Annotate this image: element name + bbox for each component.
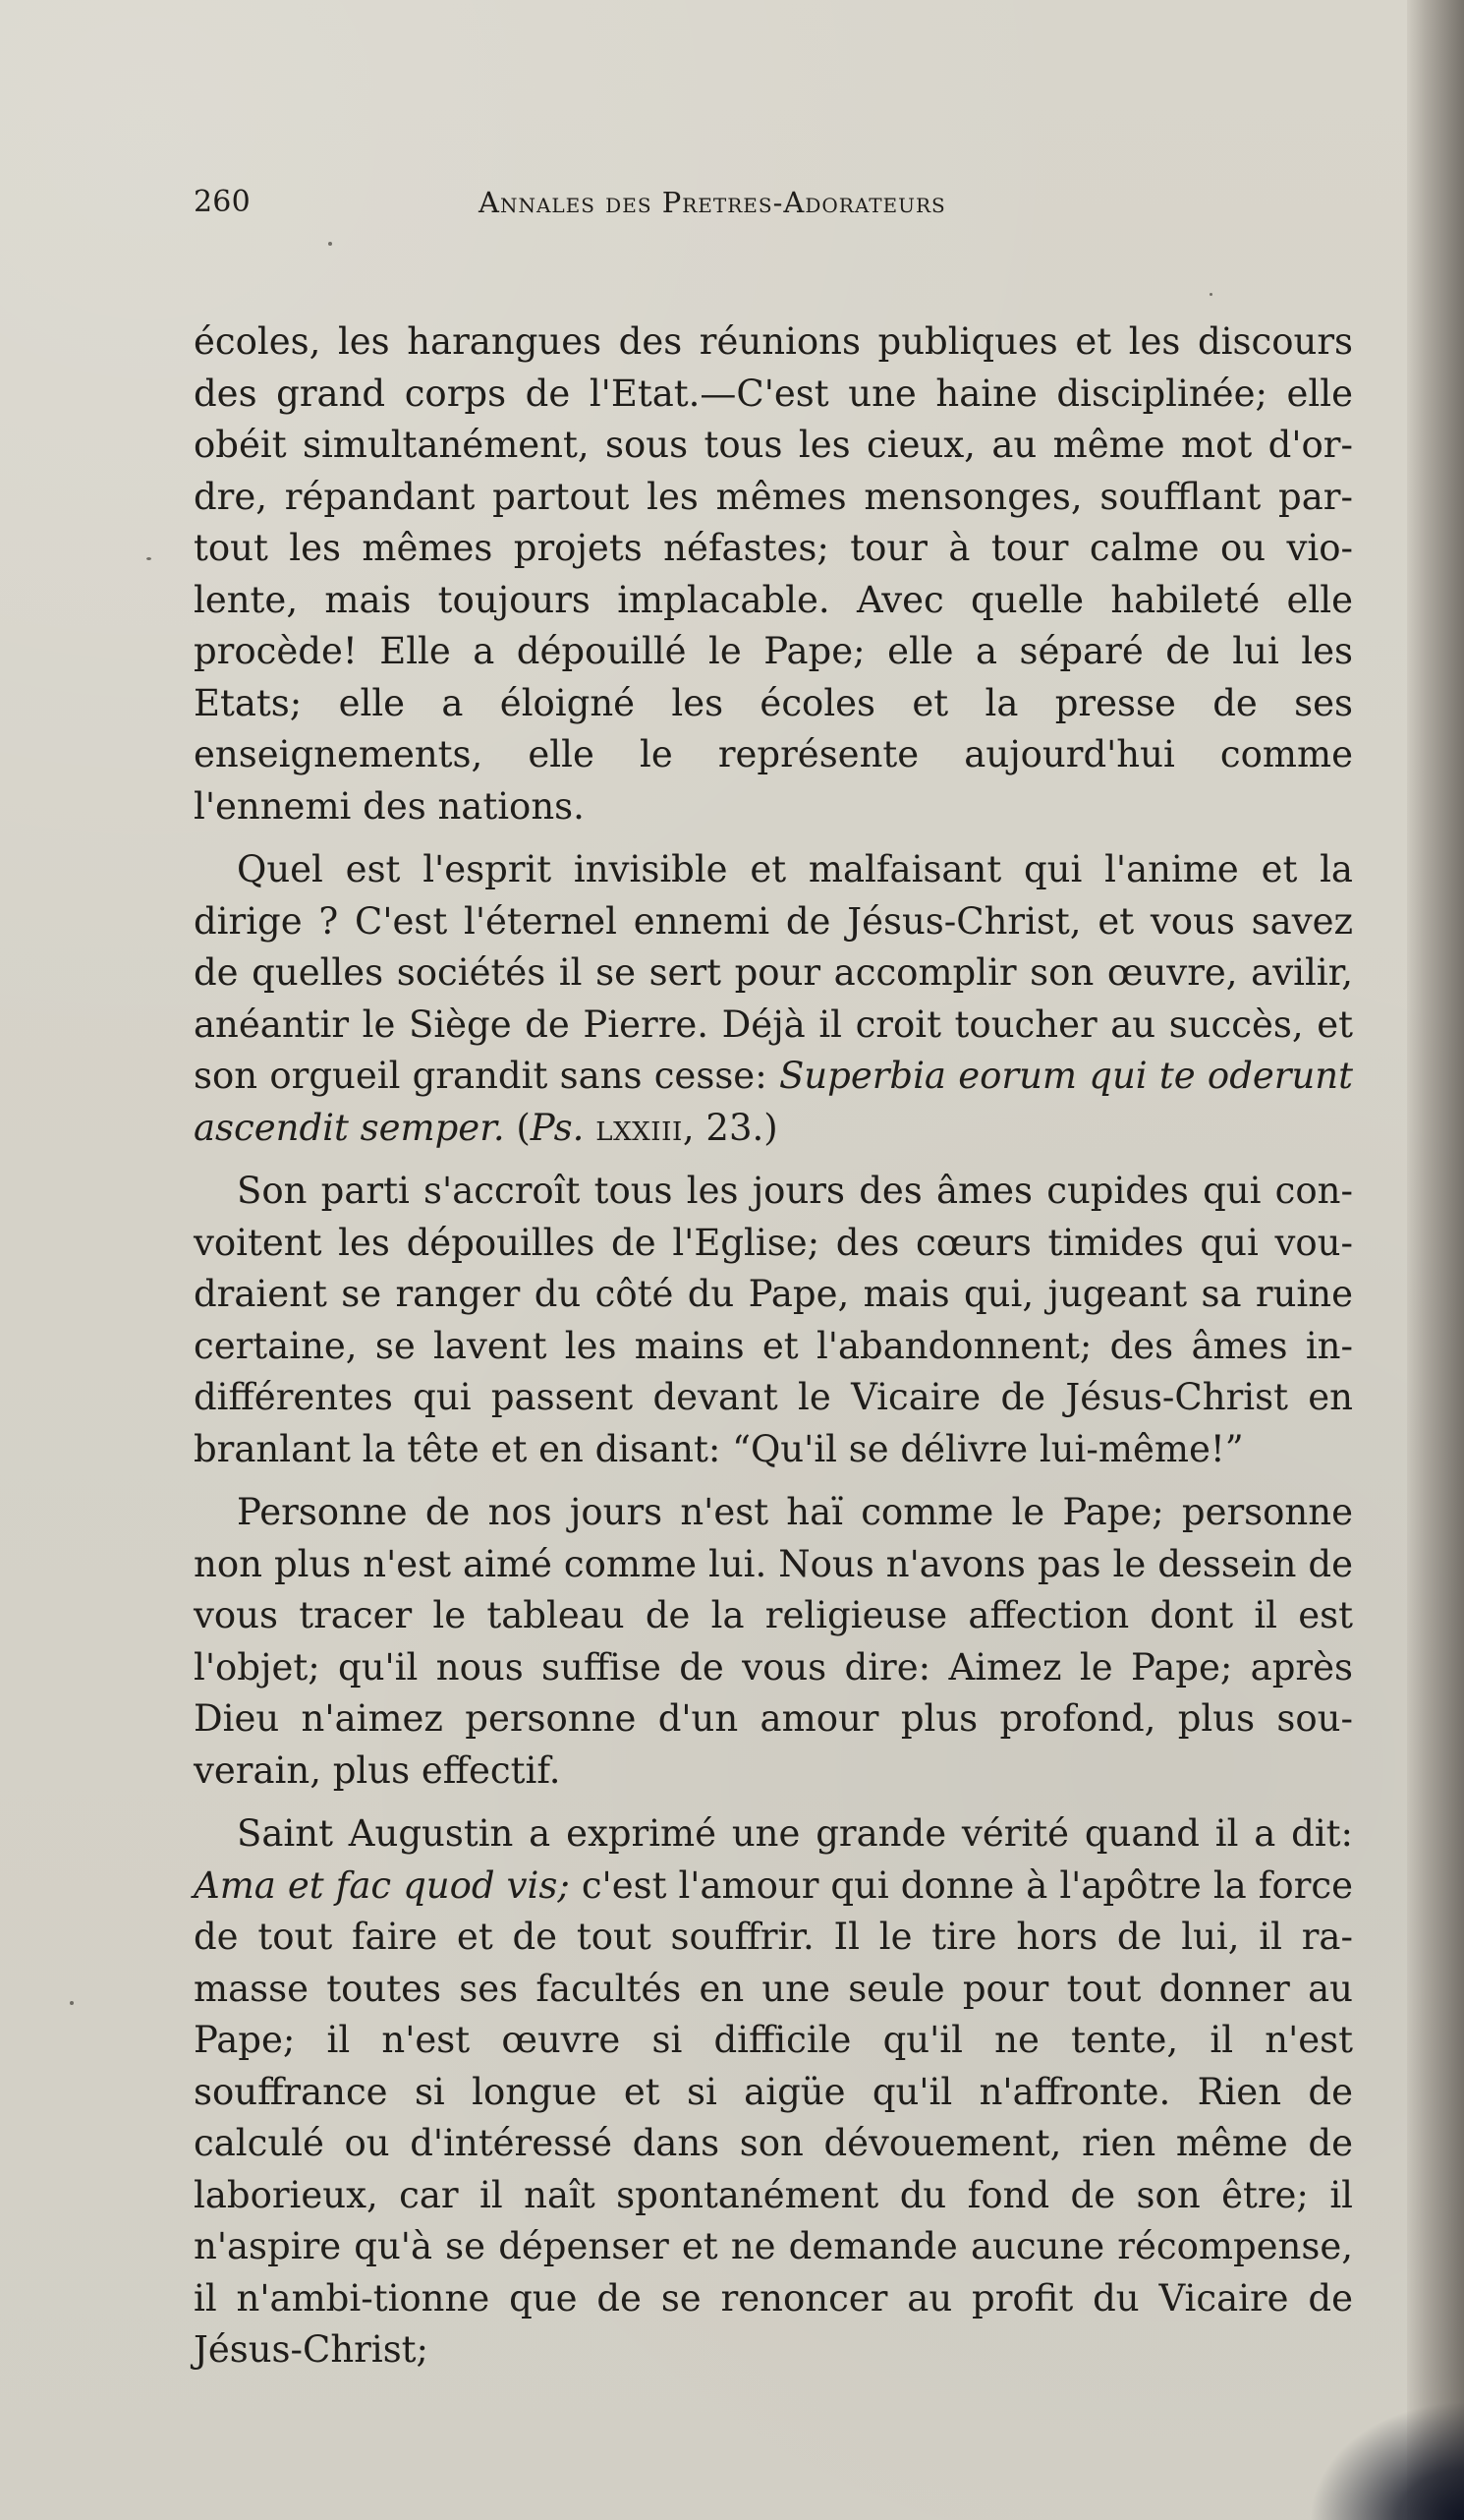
paragraph-3: Son parti s'accroît tous les jours des âmes cupides qui con-voitent les dépouilles de l'Eglise; des cœurs timides qui vou-draient se ranger du côté du Pape, mais qui, jugeant sa ruine certaine, se lavent les mains et l'abandonnent; des âmes in-différentes qui passent devant le Vicaire de Jésus-Christ en branlant la tête et en disant: “Qu'il se délivre lui-même!” xyxy=(194,1170,1353,1470)
running-title: Annales des Pretres-Adorateurs xyxy=(479,186,946,219)
paragraph-5-lead: Saint Augustin a exprimé une grande vérité quand il a dit: xyxy=(237,1812,1353,1855)
paper-speck xyxy=(1210,293,1212,296)
paper-speck xyxy=(328,242,332,246)
latin-quote-ama: Ama et fac quod vis; xyxy=(194,1863,570,1907)
paragraph-1: écoles, les harangues des réunions publiques et les discours des grand corps de l'Etat.—C'est une haine disciplinée; elle obéit simultanément, sous tous les cieux, au même mot d'or-dre, répandant partout les mêmes mensonges, soufflant par-tout les mêmes projets néfastes; tour à tour calme ou vio-lente, mais toujours implacable. Avec quelle habileté elle procède! Elle a dépouillé le Pape; elle a séparé de lui les Etats; elle a éloigné les écoles et la presse de ses enseignements, elle le représente aujourd'hui comme l'ennemi des nations. xyxy=(194,320,1353,828)
psalm-ref-tail: , 23.) xyxy=(682,1106,778,1149)
paragraph-5-tail: c'est l'amour qui donne à l'apôtre la force de tout faire et de tout souffrir. Il le tire hors de lui, il ra-masse toutes ses facultés en une seule pour tout donner au Pape; il n'est œuvre si difficile qu'il ne tente, il n'est souffrance si longue et si aigüe qu'il n'affronte. Rien de calculé ou d'intéressé dans son dévouement, rien même de laborieux, car il naît spontanément du fond de son être; il n'aspire qu'à se dépenser et ne demande aucune récompense, il n'ambi-tionne que de se renoncer au profit du Vicaire de Jésus-Christ; xyxy=(194,1863,1353,2371)
psalm-ref-book: Ps. xyxy=(530,1106,585,1149)
latin-quote-superbia: Superbia eorum qui te oderunt ascendit semper. xyxy=(194,1055,1354,1149)
paragraph-2-lead: Quel est l'esprit invisible et malfaisant qui l'anime et la dirige ? C'est l'éternel ennemi de Jésus-Christ, et vous savez de quelles sociétés il se sert pour accomplir son œuvre, avilir, anéantir le Siège de Pierre. Déjà il croit toucher au succès, et son orgueil grandit sans cesse: xyxy=(194,848,1353,1097)
paragraph-2 xyxy=(194,844,1353,1154)
page-edge xyxy=(1407,0,1464,2520)
psalm-ref-number: lxxiii xyxy=(595,1106,683,1149)
page-number: 260 xyxy=(194,185,251,219)
paper-speck xyxy=(70,2001,74,2005)
paragraph-5 xyxy=(194,1808,1353,2377)
body-text xyxy=(194,316,1353,2377)
page-header xyxy=(194,185,1392,224)
paper-speck xyxy=(146,557,151,560)
paragraph-4: Personne de nos jours n'est haï comme le Pape; personne non plus n'est aimé comme lui. Nous n'avons pas le dessein de vous tracer le tableau de la religieuse affection dont il est l'objet; qu'il nous suffise de vous dire: Aimez le Pape; après Dieu n'aimez personne d'un amour plus profond, plus sou-verain, plus effectif. xyxy=(194,1491,1353,1792)
psalm-ref-open: ( xyxy=(516,1106,531,1149)
